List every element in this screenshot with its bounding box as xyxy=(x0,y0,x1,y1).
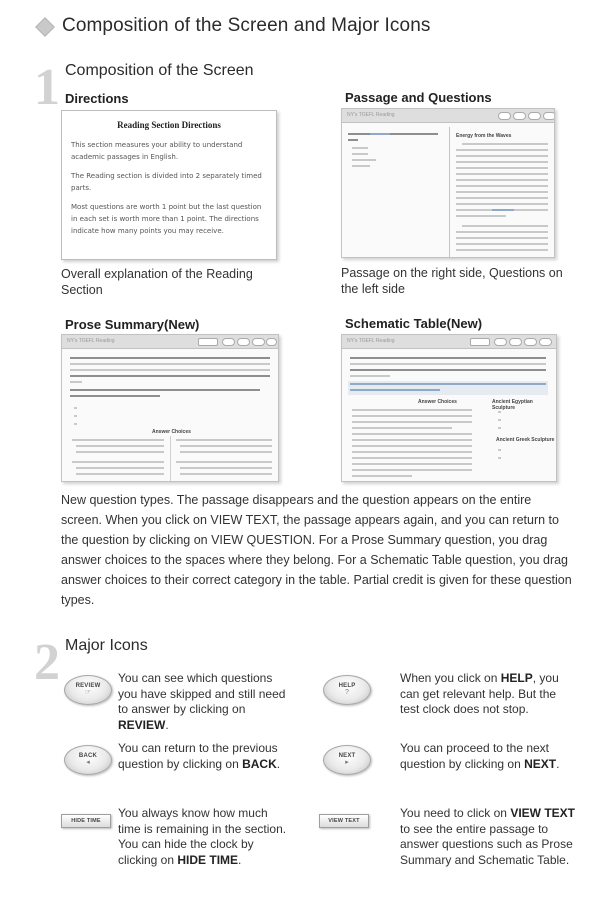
thumbnail-toolbar-label: NY's TOEFL Reading xyxy=(67,338,115,344)
question-mark-icon: ? xyxy=(345,689,349,696)
schematic-table-heading: Schematic Table(New) xyxy=(345,316,483,331)
thumbnail-toolbar-label: NY's TOEFL Reading xyxy=(347,112,395,118)
toolbar-button-icon xyxy=(528,112,541,120)
thumbnail-column-greek: Ancient Greek Sculpture xyxy=(496,437,555,443)
help-button-label: HELP xyxy=(338,683,356,689)
toolbar-button-icon xyxy=(252,338,265,346)
toolbar-button-icon xyxy=(509,338,522,346)
schematic-table-thumbnail xyxy=(341,334,557,482)
next-button-label: NEXT xyxy=(338,753,356,759)
thumbnail-answer-choices-label: Answer Choices xyxy=(418,399,457,405)
hide-time-button[interactable]: HIDE TIME xyxy=(61,814,111,828)
arrow-left-icon: ◂ xyxy=(86,759,90,766)
toolbar-button-icon xyxy=(470,338,490,346)
toolbar-button-icon xyxy=(513,112,526,120)
toolbar-button-icon xyxy=(266,338,277,346)
directions-caption: Overall explanation of the Reading Section xyxy=(61,267,253,297)
hide-time-description: You always know how much time is remaining in the section. You can hide the clock by clicking on HIDE TIME. xyxy=(118,806,287,867)
prose-summary-heading: Prose Summary(New) xyxy=(65,317,200,332)
passage-questions-heading: Passage and Questions xyxy=(345,90,492,105)
help-description: When you click on HELP, you can get relevant help. But the test clock does not stop. xyxy=(400,671,559,716)
toolbar-button-icon xyxy=(524,338,537,346)
directions-paragraph: This section measures your ability to understand academic passages in English. xyxy=(71,141,243,161)
toolbar-button-icon xyxy=(494,338,507,346)
next-button[interactable] xyxy=(323,745,371,775)
passage-questions-caption: Passage on the right side, Questions on the left side xyxy=(341,266,563,296)
toolbar-button-icon xyxy=(539,338,552,346)
toolbar-button-icon xyxy=(543,112,555,120)
section-1-title: Composition of the Screen xyxy=(65,62,254,79)
thumbnail-passage-heading: Energy from the Waves xyxy=(456,133,512,139)
review-description: You can see which questions you have skipped and still need to answer by clicking on REVIEW. xyxy=(118,671,286,732)
hand-pointer-icon: ☞ xyxy=(84,689,92,696)
arrow-right-icon: ▸ xyxy=(345,759,349,766)
prose-summary-thumbnail xyxy=(61,334,279,482)
back-button-label: BACK xyxy=(78,753,98,759)
next-description: You can proceed to the next question by clicking on NEXT. xyxy=(400,741,560,771)
directions-paragraph: The Reading section is divided into 2 separately timed parts. xyxy=(71,172,262,192)
section-2-title: Major Icons xyxy=(65,637,148,654)
back-button[interactable] xyxy=(64,745,112,775)
help-button[interactable] xyxy=(323,675,371,705)
view-text-description: You need to click on VIEW TEXT to see the entire passage to answer questions such as Prose Summary and Schematic Table. xyxy=(400,806,575,867)
thumbnail-column-egyptian: Ancient Egyptian Sculpture xyxy=(492,399,533,411)
passage-questions-thumbnail xyxy=(341,108,555,258)
review-button[interactable] xyxy=(64,675,112,705)
view-text-button[interactable]: VIEW TEXT xyxy=(319,814,369,828)
directions-paragraph: Most questions are worth 1 point but the last question in each set is worth more than 1 point. The directions indicate how many points you may receive. xyxy=(71,203,262,235)
directions-box xyxy=(61,110,277,260)
directions-heading: Directions xyxy=(65,91,129,106)
thumbnail-toolbar xyxy=(342,335,556,349)
diamond-bullet-icon xyxy=(35,17,55,37)
toolbar-button-icon xyxy=(222,338,235,346)
new-question-types-paragraph: New question types. The passage disappears and the question appears on the entire screen. When you click on VIEW TEXT, the passage appears again, and you can return to the question by clicking on VIEW QUESTION. For a Prose Summary question, you drag answer choices to the spaces where they belong. For a Schematic Table question, you drag answer choices to their correct category in the table. Partial credit is given for these question types. xyxy=(61,493,572,607)
section-number-2: 2 xyxy=(34,634,60,691)
section-number-1: 1 xyxy=(34,59,60,116)
page-title: Composition of the Screen and Major Icons xyxy=(62,15,431,36)
directions-box-title: Reading Section Directions xyxy=(117,120,221,130)
thumbnail-toolbar xyxy=(342,109,554,123)
thumbnail-toolbar xyxy=(62,335,278,349)
thumbnail-toolbar-label: NY's TOEFL Reading xyxy=(347,338,395,344)
review-button-label: REVIEW xyxy=(75,683,101,689)
toolbar-button-icon xyxy=(198,338,218,346)
toolbar-button-icon xyxy=(498,112,511,120)
toolbar-button-icon xyxy=(237,338,250,346)
back-description: You can return to the previous question by clicking on BACK. xyxy=(118,741,281,771)
thumbnail-answer-choices-label: Answer Choices xyxy=(152,429,191,435)
